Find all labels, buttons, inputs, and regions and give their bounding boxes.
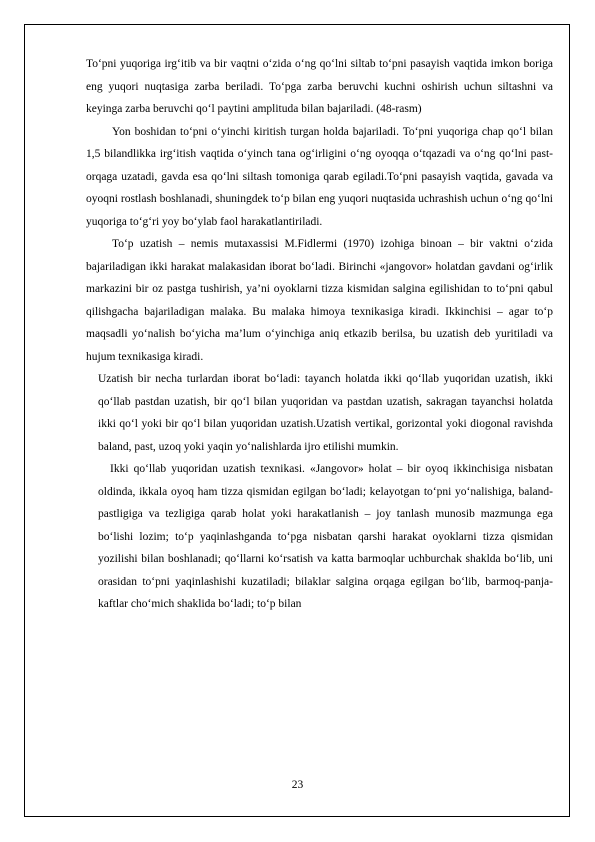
paragraph-4: Uzatish bir necha turlardan iborat bo‘ladi: tayanch holatda ikki qo‘llab yuqoridan uzatish, ikki qo‘llab pastdan uzatish, bir qo‘l bilan yuqoridan va pastdan uzatish, sakragan tayanchsi holatda ikki qo‘l yoki bir qo‘l bilan yuqoridan uzatish.Uzatish vertikal, gorizontal yoki diogonal ravishda baland, past, uzoq yoki yaqin yo‘nalishlarda ijro etilishi mumkin. xyxy=(98,373,553,453)
paragraph-2: Yon boshidan to‘pni o‘yinchi kiritish turgan holda bajariladi. To‘pni yuqoriga chap qo‘l bilan 1,5 bilandlikka irg‘itish vaqtida o‘yinch tana og‘irligini o‘ng oyoqqa o‘tqazadi va o‘ng qo‘lni past-orqaga uzatadi, gavda esa qo‘lni siltash tomoniga qarab egiladi.To‘pni pasayish vaqtida, gavada va oyoqni rostlash boshlanadi, shuningdek to‘p bilan eng yuqori nuqtasida uchrashish uchun o‘ng qo‘lni yuqoriga to‘g‘ri yoy bo‘ylab faol harakatlantiriladi. xyxy=(86,125,553,228)
document-body xyxy=(86,53,553,616)
paragraph-1: To‘pni yuqoriga irg‘itib va bir vaqtni o‘zida o‘ng qo‘lni siltab to‘pni pasayish vaqtida imkon boriga eng yuqori nuqtasiga zarba beriladi. To‘pga zarba beruvchi kuchni oshirish uchun siltashni va keyinga zarba beruvchi qo‘l paytini amplituda bilan bajariladi. (48-rasm) xyxy=(86,58,553,115)
paragraph-3: To‘p uzatish – nemis mutaxassisi M.Fidlermi (1970) izohiga binoan – bir vaktni o‘zida bajariladigan ikki harakat malakasidan iborat bo‘ladi. Birinchi «jangovor» holatdan gavdani og‘irlik markazini bir oz pastga tushirish, ya’ni oyoklarni tizza kismidan salgina egilishidan to to‘pni qabul qilishgacha bajariladigan malaka. Bu malaka himoya texnikasiga kiradi. Ikkinchisi – agar to‘p maqsadli yo‘nalish bo‘yicha ma’lum o‘yinchiga aniq etkazib berilsa, bu uzatish deb yuritiladi va hujum texnikasiga kiradi. xyxy=(86,238,553,363)
paragraph-5: Ikki qo‘llab yuqoridan uzatish texnikasi. «Jangovor» holat – bir oyoq ikkinchisiga nisbatan oldinda, ikkala oyoq ham tizza qismidan egilgan bo‘ladi; kelayotgan to‘pni yo‘nalishiga, baland-pastligiga va tezligiga qarab holat yoki harakatlanish – joy tanlash munosib mazmunga ega bo‘lishi lozim; to‘p yaqinlashganda to‘pga nisbatan qarshi harakat oyoklarni tizza qismidan yozilishi bilan boshlanadi; qo‘llarni ko‘rsatish va katta barmoqlar uchburchak shaklda bo‘lib, uni orasidan to‘pni yaqinlashishi kuzatiladi; bilaklar salgina orqaga egilgan bo‘lib, barmoq-panja-kaftlar cho‘mich shaklida bo‘ladi; to‘p bilan xyxy=(98,463,553,610)
page-number: 23 xyxy=(291,779,304,791)
